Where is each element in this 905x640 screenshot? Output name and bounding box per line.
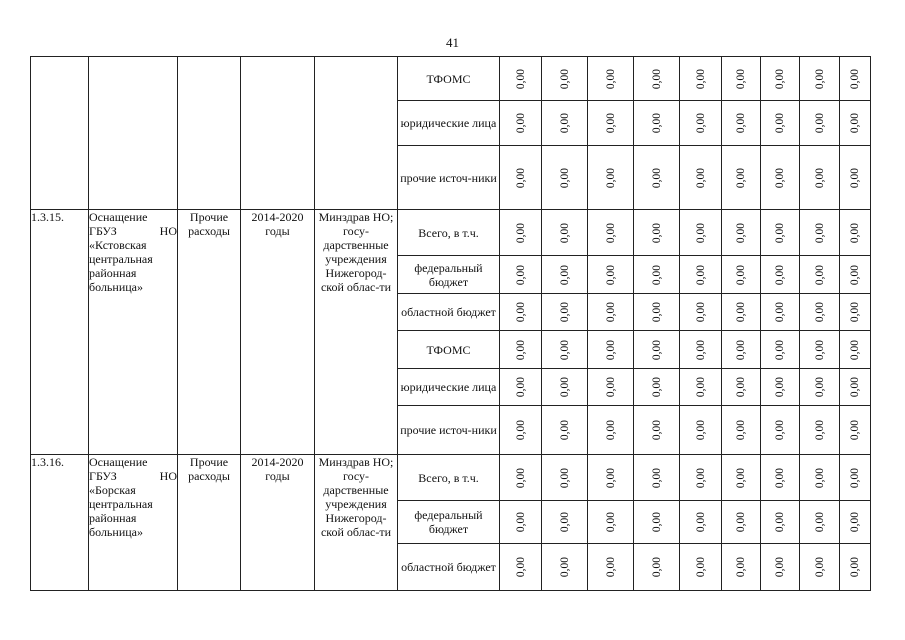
amount-cell [542, 331, 588, 369]
amount-value: 0,00 [604, 419, 617, 441]
amount-cell [588, 369, 634, 406]
amount-cell [840, 331, 871, 369]
amount-value: 0,00 [694, 264, 707, 285]
amount-cell [800, 146, 840, 210]
amount-value: 0,00 [514, 68, 527, 89]
measure-name-rest: «Кстовская центральная районная больница» [89, 238, 153, 294]
amount-value: 0,00 [604, 511, 617, 533]
amount-cell [840, 101, 871, 146]
amount-cell [722, 101, 761, 146]
amount-value: 0,00 [558, 264, 571, 285]
amount-cell [588, 256, 634, 294]
amount-value: 0,00 [849, 167, 861, 188]
amount-value: 0,00 [650, 301, 663, 323]
amount-value: 0,00 [813, 167, 826, 188]
amount-cell [680, 256, 722, 294]
amount-cell [542, 369, 588, 406]
amount-value: 0,00 [604, 264, 617, 285]
amount-cell [500, 331, 542, 369]
funding-source: федеральный бюджет [398, 256, 500, 294]
amount-value: 0,00 [558, 419, 571, 441]
amount-value: 0,00 [650, 264, 663, 285]
amount-cell [761, 57, 800, 101]
amount-cell [800, 210, 840, 256]
amount-cell [500, 406, 542, 455]
amount-cell [800, 57, 840, 101]
amount-value: 0,00 [735, 467, 747, 488]
amount-value: 0,00 [650, 68, 663, 89]
amount-value: 0,00 [813, 264, 826, 285]
amount-cell [500, 294, 542, 331]
amount-value: 0,00 [735, 376, 747, 398]
funding-source: прочие источ-ники [398, 406, 500, 455]
amount-cell [588, 146, 634, 210]
funding-source: прочие источ-ники [398, 146, 500, 210]
amount-cell [542, 210, 588, 256]
amount-cell [722, 455, 761, 501]
amount-value: 0,00 [813, 68, 826, 89]
amount-value: 0,00 [849, 301, 861, 323]
amount-cell [634, 57, 680, 101]
amount-value: 0,00 [774, 222, 786, 243]
table-row [31, 455, 871, 501]
amount-cell [542, 455, 588, 501]
amount-cell [500, 544, 542, 591]
amount-cell [500, 369, 542, 406]
amount-value: 0,00 [650, 511, 663, 533]
amount-value: 0,00 [735, 68, 747, 89]
amount-value: 0,00 [774, 467, 786, 488]
amount-cell [800, 406, 840, 455]
amount-cell [800, 331, 840, 369]
amount-cell [722, 501, 761, 544]
amount-value: 0,00 [849, 376, 861, 398]
amount-cell [634, 455, 680, 501]
amount-value: 0,00 [604, 301, 617, 323]
amount-cell [542, 294, 588, 331]
amount-cell [680, 455, 722, 501]
amount-value: 0,00 [558, 68, 571, 89]
amount-value: 0,00 [650, 419, 663, 441]
amount-cell [542, 57, 588, 101]
amount-value: 0,00 [514, 556, 527, 578]
amount-cell [761, 331, 800, 369]
amount-value: 0,00 [558, 222, 571, 243]
amount-value: 0,00 [774, 556, 786, 578]
amount-cell [588, 406, 634, 455]
amount-cell [680, 57, 722, 101]
measure-code: 1.3.15. [31, 210, 89, 455]
amount-value: 0,00 [604, 112, 617, 134]
amount-value: 0,00 [735, 511, 747, 533]
amount-cell [840, 369, 871, 406]
amount-value: 0,00 [849, 222, 861, 243]
table-row [31, 210, 871, 256]
budget-table [30, 56, 871, 591]
amount-cell [634, 256, 680, 294]
amount-cell [761, 455, 800, 501]
amount-value: 0,00 [694, 112, 707, 134]
amount-cell [761, 146, 800, 210]
amount-value: 0,00 [813, 339, 826, 360]
amount-cell [722, 369, 761, 406]
amount-value: 0,00 [558, 556, 571, 578]
amount-value: 0,00 [813, 112, 826, 134]
amount-value: 0,00 [514, 376, 527, 398]
amount-value: 0,00 [774, 511, 786, 533]
funding-source: областной бюджет [398, 544, 500, 591]
amount-value: 0,00 [849, 68, 861, 89]
amount-cell [761, 501, 800, 544]
empty-cell [241, 57, 315, 210]
amount-value: 0,00 [849, 339, 861, 360]
amount-cell [634, 331, 680, 369]
amount-cell [840, 406, 871, 455]
amount-value: 0,00 [650, 222, 663, 243]
amount-value: 0,00 [514, 511, 527, 533]
funding-source: Всего, в т.ч. [398, 210, 500, 256]
amount-value: 0,00 [774, 419, 786, 441]
amount-cell [500, 146, 542, 210]
funding-source: Всего, в т.ч. [398, 455, 500, 501]
amount-value: 0,00 [558, 339, 571, 360]
amount-cell [722, 331, 761, 369]
funding-source: федеральный бюджет [398, 501, 500, 544]
amount-cell [800, 544, 840, 591]
amount-cell [634, 210, 680, 256]
amount-cell [761, 101, 800, 146]
amount-cell [500, 57, 542, 101]
amount-cell [722, 210, 761, 256]
amount-cell [722, 294, 761, 331]
empty-cell [89, 57, 178, 210]
amount-value: 0,00 [604, 222, 617, 243]
amount-value: 0,00 [694, 511, 707, 533]
amount-value: 0,00 [735, 167, 747, 188]
amount-value: 0,00 [735, 301, 747, 323]
expense-type: Прочие расходы [178, 455, 241, 591]
amount-value: 0,00 [650, 556, 663, 578]
amount-cell [800, 256, 840, 294]
amount-value: 0,00 [604, 376, 617, 398]
empty-cell [31, 57, 89, 210]
funding-source: юридические лица [398, 101, 500, 146]
amount-value: 0,00 [694, 556, 707, 578]
amount-value: 0,00 [735, 222, 747, 243]
empty-cell [178, 57, 241, 210]
amount-cell [840, 210, 871, 256]
amount-value: 0,00 [735, 419, 747, 441]
amount-value: 0,00 [849, 511, 861, 533]
amount-value: 0,00 [813, 419, 826, 441]
amount-cell [542, 256, 588, 294]
measure-code: 1.3.16. [31, 455, 89, 591]
amount-value: 0,00 [694, 68, 707, 89]
amount-cell [634, 501, 680, 544]
amount-value: 0,00 [650, 112, 663, 134]
amount-cell [840, 146, 871, 210]
amount-value: 0,00 [735, 112, 747, 134]
amount-value: 0,00 [849, 112, 861, 134]
amount-cell [588, 101, 634, 146]
amount-cell [680, 501, 722, 544]
amount-value: 0,00 [774, 112, 786, 134]
amount-value: 0,00 [514, 264, 527, 285]
amount-value: 0,00 [514, 301, 527, 323]
amount-cell [500, 101, 542, 146]
amount-cell [680, 101, 722, 146]
amount-value: 0,00 [813, 222, 826, 243]
amount-cell [634, 544, 680, 591]
funding-source: областной бюджет [398, 294, 500, 331]
measure-name-line: Оснащение ГБУЗ НО [89, 455, 177, 483]
measure-name-rest: «Борская центральная районная больница» [89, 483, 153, 539]
amount-cell [542, 501, 588, 544]
amount-value: 0,00 [558, 376, 571, 398]
amount-value: 0,00 [694, 301, 707, 323]
amount-cell [761, 256, 800, 294]
amount-value: 0,00 [849, 467, 861, 488]
amount-cell [588, 210, 634, 256]
amount-value: 0,00 [514, 222, 527, 243]
amount-cell [542, 544, 588, 591]
measure-name-line: Оснащение ГБУЗ НО [89, 210, 177, 238]
amount-value: 0,00 [694, 222, 707, 243]
amount-value: 0,00 [694, 167, 707, 188]
amount-value: 0,00 [558, 167, 571, 188]
amount-cell [840, 544, 871, 591]
amount-cell [800, 455, 840, 501]
amount-value: 0,00 [849, 264, 861, 285]
amount-cell [634, 294, 680, 331]
amount-cell [761, 294, 800, 331]
amount-cell [680, 369, 722, 406]
amount-value: 0,00 [650, 167, 663, 188]
amount-value: 0,00 [735, 339, 747, 360]
amount-cell [761, 369, 800, 406]
amount-cell [680, 544, 722, 591]
amount-value: 0,00 [604, 556, 617, 578]
amount-cell [588, 57, 634, 101]
amount-cell [761, 406, 800, 455]
amount-cell [588, 544, 634, 591]
amount-cell [588, 501, 634, 544]
period: 2014-2020 годы [241, 455, 315, 591]
amount-cell [500, 501, 542, 544]
amount-cell [800, 294, 840, 331]
amount-cell [722, 256, 761, 294]
amount-value: 0,00 [514, 339, 527, 360]
amount-value: 0,00 [774, 167, 786, 188]
amount-value: 0,00 [514, 467, 527, 488]
empty-cell [315, 57, 398, 210]
amount-value: 0,00 [604, 467, 617, 488]
funding-source: юридические лица [398, 369, 500, 406]
amount-value: 0,00 [694, 467, 707, 488]
amount-cell [840, 455, 871, 501]
amount-cell [634, 101, 680, 146]
amount-value: 0,00 [774, 376, 786, 398]
amount-value: 0,00 [604, 68, 617, 89]
period: 2014-2020 годы [241, 210, 315, 455]
amount-value: 0,00 [604, 339, 617, 360]
table-row [31, 57, 871, 101]
amount-value: 0,00 [650, 467, 663, 488]
amount-value: 0,00 [735, 556, 747, 578]
amount-cell [680, 406, 722, 455]
amount-cell [680, 146, 722, 210]
amount-value: 0,00 [774, 339, 786, 360]
amount-cell [800, 101, 840, 146]
amount-value: 0,00 [694, 419, 707, 441]
amount-cell [542, 406, 588, 455]
executor: Минздрав НО; госу-дарственные учреждения Нижегород-ской облас-ти [315, 210, 398, 455]
amount-cell [500, 455, 542, 501]
amount-cell [800, 369, 840, 406]
amount-value: 0,00 [849, 556, 861, 578]
executor: Минздрав НО; госу-дарственные учреждения Нижегород-ской облас-ти [315, 455, 398, 591]
amount-cell [634, 146, 680, 210]
amount-value: 0,00 [813, 301, 826, 323]
amount-cell [722, 57, 761, 101]
amount-cell [588, 331, 634, 369]
amount-cell [588, 455, 634, 501]
amount-cell [800, 501, 840, 544]
amount-cell [500, 210, 542, 256]
amount-value: 0,00 [813, 467, 826, 488]
amount-value: 0,00 [735, 264, 747, 285]
amount-cell [680, 210, 722, 256]
amount-value: 0,00 [694, 339, 707, 360]
amount-cell [542, 146, 588, 210]
amount-cell [722, 544, 761, 591]
amount-cell [680, 294, 722, 331]
amount-value: 0,00 [604, 167, 617, 188]
amount-value: 0,00 [694, 376, 707, 398]
amount-cell [542, 101, 588, 146]
amount-value: 0,00 [558, 112, 571, 134]
amount-cell [840, 57, 871, 101]
amount-value: 0,00 [650, 339, 663, 360]
funding-source: ТФОМС [398, 57, 500, 101]
measure-name [89, 210, 178, 455]
amount-cell [840, 501, 871, 544]
expense-type: Прочие расходы [178, 210, 241, 455]
amount-value: 0,00 [849, 419, 861, 441]
amount-value: 0,00 [774, 264, 786, 285]
amount-value: 0,00 [813, 511, 826, 533]
amount-value: 0,00 [813, 376, 826, 398]
amount-value: 0,00 [514, 167, 527, 188]
amount-value: 0,00 [774, 301, 786, 323]
amount-cell [500, 256, 542, 294]
amount-cell [840, 256, 871, 294]
amount-value: 0,00 [813, 556, 826, 578]
amount-value: 0,00 [558, 301, 571, 323]
amount-cell [722, 406, 761, 455]
amount-cell [634, 369, 680, 406]
amount-value: 0,00 [558, 511, 571, 533]
funding-source: ТФОМС [398, 331, 500, 369]
amount-value: 0,00 [558, 467, 571, 488]
amount-cell [761, 210, 800, 256]
amount-cell [722, 146, 761, 210]
amount-value: 0,00 [514, 419, 527, 441]
amount-cell [761, 544, 800, 591]
amount-value: 0,00 [650, 376, 663, 398]
amount-cell [588, 294, 634, 331]
page-number: 41 [446, 35, 459, 50]
amount-cell [634, 406, 680, 455]
amount-value: 0,00 [774, 68, 786, 89]
amount-cell [840, 294, 871, 331]
measure-name [89, 455, 178, 591]
amount-cell [680, 331, 722, 369]
amount-value: 0,00 [514, 112, 527, 134]
